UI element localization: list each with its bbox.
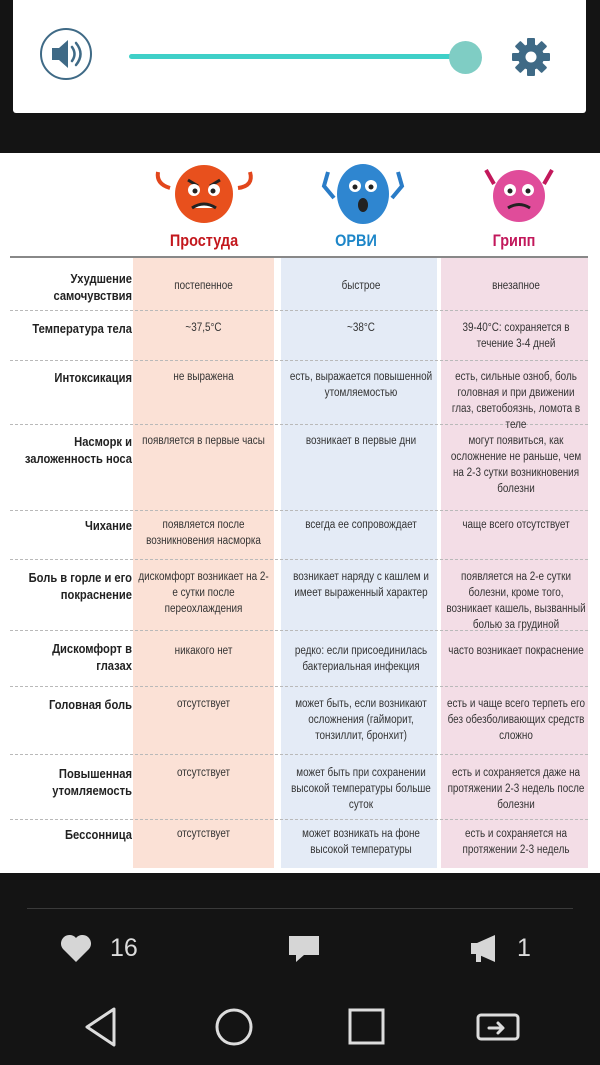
cell-orvi: возникает наряду с кашлем и имеет выраженный характер [293, 571, 429, 599]
row-divider [10, 360, 588, 361]
row-label: Насморк и заложенность носа [24, 434, 133, 466]
column-header-flu: Грипп [492, 231, 536, 250]
row-divider [10, 686, 588, 687]
row-label: Дискомфорт в глазах [52, 641, 132, 673]
flu-mascot-icon [474, 158, 564, 233]
comment-button[interactable] [286, 930, 322, 970]
cell-cold: ~37,5°С [185, 322, 222, 334]
cell-cold: отсутствует [176, 767, 231, 779]
cell-flu: есть и чаще всего терпеть его без обезболивающих средств сложно [446, 698, 586, 742]
comment-icon [286, 930, 322, 966]
row-divider [10, 819, 588, 820]
like-count: 16 [110, 934, 138, 962]
cell-flu: есть, сильные озноб, боль головная и при движении глаз, светобоязнь, ломота в теле [451, 371, 581, 431]
cell-cold: появляется после возникновения насморка [146, 519, 261, 547]
row-label: Боль в горле и его покраснение [28, 570, 132, 602]
row-divider [10, 310, 588, 311]
cell-orvi: быстрое [341, 280, 381, 292]
cell-flu: появляется на 2-е сутки болезни, кроме того, возникает кашель, вызванный болью за грудиной [446, 571, 586, 631]
cell-cold: никакого нет [174, 645, 233, 657]
screen-rotate-icon [475, 1005, 523, 1049]
cell-flu: есть и сохраняется даже на протяжении 2-3 недель после болезни [447, 767, 585, 811]
repost-count: 1 [517, 934, 531, 962]
recents-button[interactable] [345, 1005, 389, 1054]
row-label: Чихание [84, 518, 132, 533]
home-circle-icon [212, 1005, 256, 1049]
megaphone-icon [467, 930, 503, 966]
heart-icon [58, 930, 94, 966]
row-label: Головная боль [48, 697, 132, 712]
row-label: Интоксикация [54, 370, 133, 385]
cell-cold: не выражена [173, 371, 234, 383]
back-icon [82, 1005, 120, 1049]
cell-cold: постепенное [174, 280, 233, 292]
header-divider [10, 256, 588, 258]
cell-flu: 39-40°С: сохраняется в течение 3-4 дней [462, 322, 570, 350]
cell-orvi: есть, выражается повышенной утомляемостью [289, 371, 433, 399]
row-label: Ухудшение самочувствия [53, 271, 132, 303]
cell-orvi: может быть, если возникают осложнения (гайморит, тонзиллит, бронхит) [295, 698, 427, 742]
orvi-mascot-icon [318, 158, 408, 233]
screen-rotate-button[interactable] [475, 1005, 523, 1054]
repost-button[interactable] [467, 930, 503, 970]
cell-orvi: может быть при сохранении высокой температуры больше суток [291, 767, 431, 811]
cell-orvi: может возникать на фоне высокой температуры [302, 828, 420, 856]
cell-flu: внезапное [492, 280, 540, 292]
cold-mascot-icon [150, 158, 260, 233]
cell-orvi: редко: если присоединилась бактериальная инфекция [294, 645, 428, 673]
row-divider [10, 510, 588, 511]
cell-flu: могут появиться, как осложнение не раньше, чем на 2-3 сутки возникновения болезни [450, 435, 582, 495]
cell-cold: отсутствует [176, 828, 231, 840]
cell-cold: появляется в первые часы [142, 435, 265, 447]
speaker-icon[interactable] [39, 27, 93, 81]
row-label: Температура тела [32, 321, 132, 336]
volume-slider-track[interactable] [129, 54, 469, 59]
cell-orvi: возникает в первые дни [305, 435, 417, 447]
cell-orvi: ~38°С [347, 322, 375, 334]
home-button[interactable] [212, 1005, 256, 1054]
cell-cold: отсутствует [176, 698, 231, 710]
cell-flu: есть и сохраняется на протяжении 2-3 недель [462, 828, 570, 856]
cell-cold: дискомфорт возникает на 2-е сутки после переохлаждения [138, 571, 269, 615]
column-header-orvi: ОРВИ [335, 231, 377, 250]
comparison-infographic[interactable] [0, 153, 600, 873]
volume-slider-thumb[interactable] [449, 41, 482, 74]
recents-square-icon [345, 1005, 389, 1049]
cell-flu: часто возникает покраснение [448, 645, 584, 657]
gear-icon[interactable] [510, 36, 552, 78]
cell-orvi: всегда ее сопровождает [305, 519, 417, 531]
row-label: Бессонница [65, 827, 132, 842]
row-label: Повышенная утомляемость [52, 766, 132, 798]
back-button[interactable] [82, 1005, 120, 1054]
volume-panel [13, 0, 586, 113]
row-divider [10, 754, 588, 755]
like-button[interactable] [58, 930, 94, 970]
cell-flu: чаще всего отсутствует [462, 519, 570, 531]
row-divider [10, 559, 588, 560]
column-header-cold: Простуда [169, 231, 239, 250]
action-divider [27, 908, 573, 909]
